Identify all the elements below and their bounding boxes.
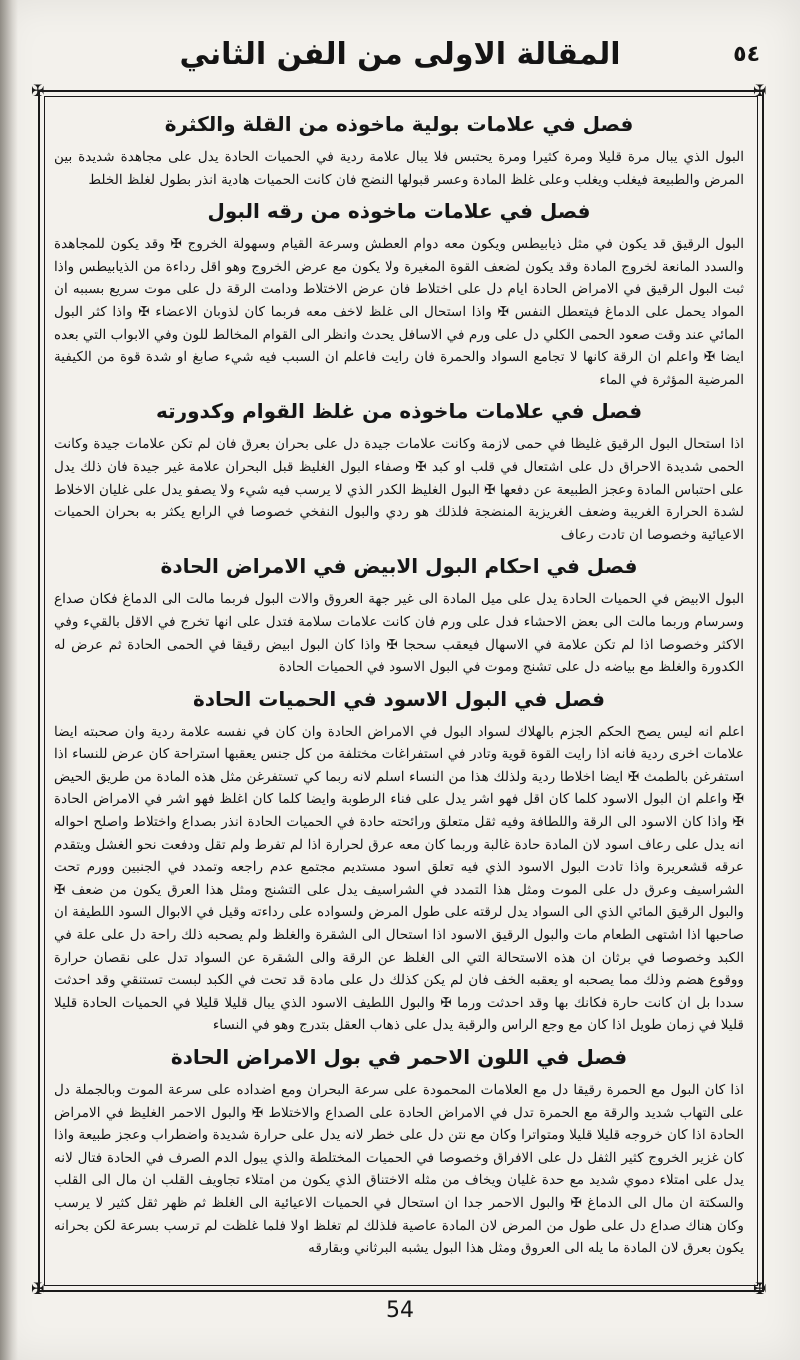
corner-ornament-icon: ✠ xyxy=(753,81,767,100)
corner-ornament-icon: ✠ xyxy=(31,81,45,100)
corner-ornament-icon: ✠ xyxy=(31,1279,45,1298)
page-number-bottom: 54 xyxy=(386,1298,414,1323)
section-body: اذا كان البول مع الحمرة رقيقا دل مع العلامات المحمودة على سرعة البحران ومع اضداده على سرعة الموت وبالجملة دل على التهاب شديد والرقة مع الحمرة تدل في الامراض الحادة على الصداع والاختلاط ✠ والبول الاحمر الغليظ في الامراض الحادة اذا كان خروجه قليلا قليلا ومتواترا وكان مع نتن دل على خطر لانه يدل على حرارة شديدة واضطراب وعجز طبيعة واذا كان غزير الخروج كثير الثفل دل على الافراق وخصوصا في الحميات المختلطة والذي يبول الدم الصرف في الحادة فتال لانه يدل على امتلاء دموي شديد مع حدة غليان ويخاف من مثله الاختناق الذي يكون من امتلاء تجاويف القلب ان مال الى القلب والسكتة ان مال الى الدماغ ✠ والبول الاحمر جدا ان استحال في الحميات الاعيائية الى الغلظ ثم ظهر ثقل كثير لا يرسب وكان هناك صداع دل على طول من المرض لان المادة عاصية فلذلك لم تغلظ اولا فلما غلظت لم ترسب بسرعة لكن بحرانه يكون بعرق لان المادة ما يله الى العروق ومثل هذا البول يشبه البرثاني وبقارقه xyxy=(54,1082,744,1257)
section-heading: فصل في علامات بولية ماخوذه من القلة والكثرة xyxy=(164,112,634,136)
section xyxy=(50,1043,748,1260)
section-heading: فصل في البول الاسود في الحميات الحادة xyxy=(192,686,606,711)
running-title: المقالة الاولى من الفن الثاني xyxy=(179,36,621,72)
page-number-top: ٥٤ xyxy=(733,42,760,67)
section xyxy=(50,397,748,546)
section-body: البول الذي يبال مرة قليلا ومرة كثيرا ومرة يحتبس فلا يبال علامة ردية في الحميات الحادة يدل على مجاهدة شديدة بين المرض والطبيعة فيغلب ويغلب وعلى غلظ المادة وعسر قبولها النضج فان كانت الحميات هادية انذر بطول لغلظ الخلط xyxy=(54,149,744,188)
section-body: البول الرقيق قد يكون في مثل ذيابيطس ويكون معه دوام العطش وسرعة القيام وسهولة الخروج ✠ وقد يكون للمجاهدة والسدد المانعة لخروج المادة وقد يكون لضعف القوة المغيرة ولا يكون مع عرض الخروج وهو اقل رداءة من الذيابيطس واذا ثبت البول الرقيق في الامراض الحادة ايام دل على اختلاط فان عرض الاختلاط ودامت الرقة دل على موت سريع بسببه ان المواد يحمل على الدماغ فيتعطل النفس ✠ واذا استحال الى غلظ لاخف معه فربما كان لذوبان الاعضاء ✠ واذا كثر البول المائي عند وقت صعود الحمى الكلي دل على ورم في الاسافل يحدث وانظر الى القوام المخالط للون وفي الابواب التي بعده ايضا ✠ واعلم ان الرقة كانها لا تجامع السواد والحمرة فان رايت فاعلم ان السبب فيه شيء صابغ او شدة قوة من الكيفية المرضية المؤثرة في الماء xyxy=(54,236,744,388)
section-body: اذا استحال البول الرقيق غليظا في حمى لازمة وكانت علامات جيدة دل على بحران بعرق فان لم تكن علامات جيدة وكانت الحمى شديدة الاحراق دل على اشتعال في قلب او كبد ✠ وصفاء البول الغليظ قبل البحران علامة غير جيدة فان ذلك يدل على احتباس المادة وعجز الطبيعة عن دفعها ✠ البول الغليظ الكدر الذي لا يرسب فيه شيء ولا يصفو يدل على غليان الاخلاط لشدة الحرارة الغريبة وضعف الغريزية المنضجة فلذلك هو ردي والبول النفخي خصوصا في الرابع يكثر به بحران الحميات الاعيائية وخصوصا ان تادت رعاف xyxy=(54,436,744,543)
main-text xyxy=(50,104,748,1282)
section-heading: فصل في علامات ماخوذه من رقه البول xyxy=(207,199,591,224)
section-heading: فصل في احكام البول الابيض في الامراض الحادة xyxy=(160,554,638,579)
section-heading: فصل في علامات ماخوذه من غلظ القوام وكدورته xyxy=(155,399,643,424)
section xyxy=(50,685,748,1037)
section-heading: فصل في اللون الاحمر في بول الامراض الحادة xyxy=(170,1045,628,1069)
running-header xyxy=(110,30,690,78)
section xyxy=(50,552,748,678)
gutter-shadow xyxy=(0,0,18,1360)
section xyxy=(50,110,748,191)
section-body: اعلم انه ليس يصح الحكم الجزم بالهلاك لسواد البول في الامراض الحادة وان كان في نفسه علامة ردية وان صحبته ايضا علامات اخرى ردية فانه اذا رايت القوة قوية وتادر في استفراغات مختلفة من كل جنس يعقبها استراحة كان عرض للنساء اذا استفرغن بالطمث ✠ ايضا اخلاطا ردية ولذلك هذا من النساء اسلم لانه ربما كي تستفرغن مثل هذه المادة من طريق الحيض ✠ واعلم ان البول الاسود كلما كان اقل فهو اشر يدل على فناء الرطوبة وايضا كلما كان اغلظ فهو اشر في الامراض الحادة ✠ واذا كان الاسود الى الرقة واللطافة وفيه ثقل متعلق ورائحته حادة في الحميات الحادة انذر بصداع واختلاط واصلح احواله انه يدل على رعاف اسود لان المادة حادة غالبة وربما كان معه عرق لحرارة اذا لم تفرط ولم تقل ودفعت نحو الغشل ويتقدم عرقه قشعريرة واذا تادت البول الاسود الذي فيه تعلق اسود مستديم مجتمع عدم راجعه وتمدد في الجنبين وورم تحت الشراسيف وعرق دل على الموت ومثل هذا التمدد في الشراسيف يدل على التشنج ومثل هذا العرق يكون من ضعف ✠ والبول الرقيق المائي الذي الى السواد يدل لرقته على طول المرض ولسواده على رداءته وقيل في الابوال السود اللطيفة ان صاحبها اذا اشتهى الطعام مات والبول الرقيق الاسود اذا استحال الى الشقرة والغلظ ولم يصحبه ذلك راحة دل على علة في الكبد وخصوصا في برثان ان هذه الاستحالة التي الى الغلظ عن الرقة والى الشقرة عن السواد تدل على نقصان حرارة ووقوع هضم وذلك مما يصحبه او يعقبه الخف فان لم يكن كذلك دل على مادة قد تحت في الكبد لبست تستنقي وقد احدثت سددا بل ان كانت حارة فكانك بها وقد احدثت ورما ✠ والبول اللطيف الاسود الذي يبال قليلا قليلا في الحميات الحادة قليلا قليلا في زمان طويل اذا كان مع وجع الراس والرقبة يدل على ذهاب العقل بتدرج وهو في النساء xyxy=(54,723,744,1034)
section-body: البول الابيض في الحميات الحادة يدل على ميل المادة الى غير جهة العروق والات البول فربما مالت الى الدماغ فكان صداع وسرسام وربما مالت الى بعض الاحشاء فدل على ورم فان كانت علامات سلامة فتدل على انها تخرج في الاقل بالقيء وفي الاكثر وخصوصا اذا لم تكن علامة في الاسهال فيعقب سحجا ✠ واذا كان البول ابيض رقيقا في الحمى الحادة ثم عرض له الكدورة والغلظ مع بياضه دل على تشنج وموت في البول الاسود في الحميات الحادة xyxy=(54,591,744,676)
section xyxy=(50,197,748,391)
corner-ornament-icon: ✠ xyxy=(753,1279,767,1298)
